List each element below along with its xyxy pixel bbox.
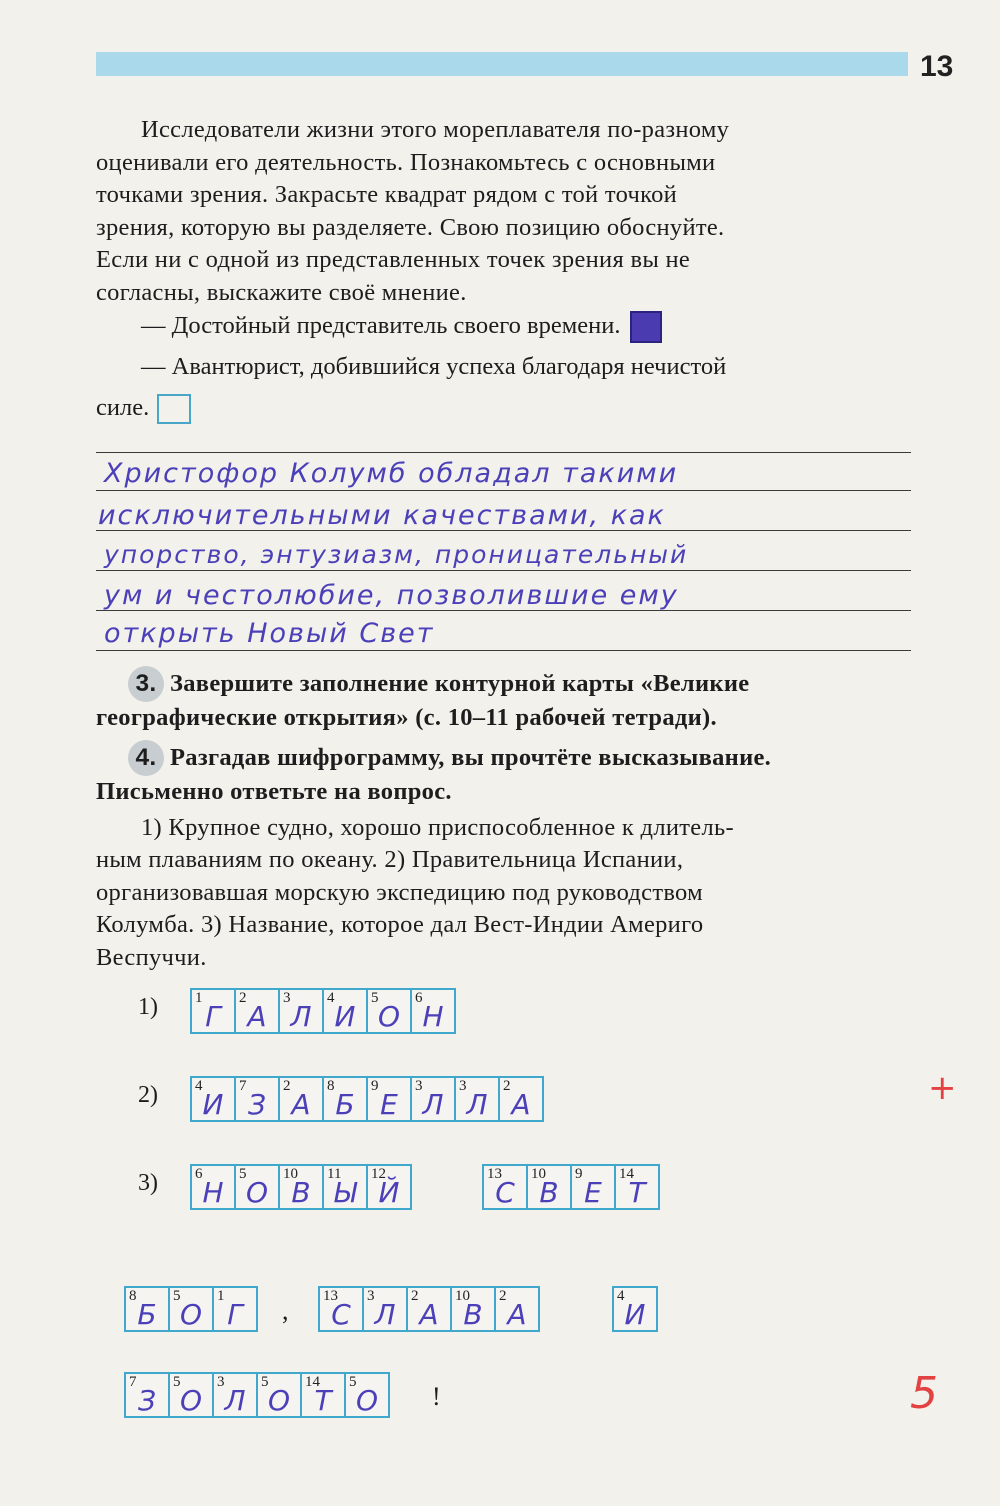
puzzle-cell[interactable] — [168, 1286, 214, 1332]
cell-letter: Е — [380, 1088, 398, 1121]
task4-clue: организовавшая морскую экспедицию под руководством — [96, 878, 703, 906]
grade-plus: + — [928, 1068, 957, 1108]
phrase-exclaim: ! — [432, 1382, 441, 1411]
cell-letter: О — [245, 1176, 269, 1209]
cell-number: 13 — [323, 1288, 338, 1304]
cell-number: 8 — [327, 1078, 335, 1094]
option-adventurer-text-cont: силе. — [96, 394, 150, 421]
cell-number: 10 — [531, 1166, 546, 1182]
answer-line: Христофор Колумб обладал такими — [104, 458, 679, 489]
intro-paragraph — [96, 114, 911, 309]
option-worthy-checkbox[interactable] — [630, 311, 662, 343]
phrase-word3 — [614, 1286, 658, 1332]
puzzle-row3-label: 3) — [138, 1170, 158, 1196]
answer-line: упорство, энтузиазм, проницательный — [104, 540, 689, 569]
cell-number: 4 — [327, 990, 335, 1006]
cell-letter: О — [267, 1384, 291, 1417]
cell-letter: Ы — [333, 1176, 357, 1209]
cell-number: 1 — [217, 1288, 225, 1304]
option-adventurer-checkbox[interactable] — [157, 394, 191, 424]
cell-number: 11 — [327, 1166, 342, 1182]
cell-letter: Е — [584, 1176, 602, 1209]
puzzle-row2-cells — [192, 1076, 544, 1122]
puzzle-cell[interactable] — [300, 1372, 346, 1418]
header-bar — [96, 52, 908, 76]
cell-number: 9 — [575, 1166, 583, 1182]
cell-letter: Г — [205, 1000, 221, 1033]
task4-line2: Письменно ответьте на вопрос. — [96, 778, 452, 805]
option-adventurer-text: — Авантюрист, добившийся успеха благодаря нечистой — [141, 353, 727, 380]
cell-number: 3 — [415, 1078, 423, 1094]
puzzle-cell[interactable] — [278, 988, 324, 1034]
task4-clue: 1) Крупное судно, хорошо приспособленное к длитель- — [141, 813, 734, 841]
cell-number: 10 — [283, 1166, 298, 1182]
cell-number: 2 — [411, 1288, 419, 1304]
puzzle-row1-label: 1) — [138, 994, 158, 1020]
puzzle-cell[interactable] — [190, 988, 236, 1034]
puzzle-cell[interactable] — [410, 1076, 456, 1122]
intro-line: согласны, выскажите своё мнение. — [96, 278, 467, 306]
puzzle-cell[interactable] — [454, 1076, 500, 1122]
task3-line2: географические открытия» (с. 10–11 рабочей тетради). — [96, 704, 717, 731]
intro-line: Если ни с одной из представленных точек зрения вы не — [96, 246, 691, 273]
ruled-line — [96, 570, 911, 571]
cell-number: 4 — [617, 1288, 625, 1304]
intro-line: Исследователи жизни этого мореплавателя по-разному — [141, 116, 730, 143]
phrase-word2 — [320, 1286, 540, 1332]
cell-letter: В — [291, 1176, 311, 1209]
cell-number: 1 — [195, 990, 203, 1006]
cell-number: 5 — [261, 1374, 269, 1390]
puzzle-cell[interactable] — [278, 1076, 324, 1122]
puzzle-cell[interactable] — [344, 1372, 390, 1418]
cell-number: 7 — [129, 1374, 137, 1390]
cell-letter: З — [138, 1384, 156, 1417]
puzzle-cell[interactable] — [612, 1286, 658, 1332]
phrase-word4 — [126, 1372, 390, 1418]
puzzle-cell[interactable] — [494, 1286, 540, 1332]
cell-letter: З — [248, 1088, 266, 1121]
cell-number: 14 — [619, 1166, 634, 1182]
cell-number: 4 — [195, 1078, 203, 1094]
task3-number: 3. — [128, 666, 164, 702]
cell-letter: И — [624, 1298, 646, 1331]
cell-letter: О — [377, 1000, 401, 1033]
puzzle-row3-word1 — [192, 1164, 412, 1210]
puzzle-cell[interactable] — [366, 988, 412, 1034]
option-adventurer — [96, 351, 911, 384]
answer-line: ум и честолюбие, позволившие ему — [104, 580, 679, 611]
puzzle-cell[interactable] — [322, 1164, 368, 1210]
option-worthy — [96, 310, 911, 343]
cell-letter: В — [539, 1176, 559, 1209]
cell-number: 9 — [371, 1078, 379, 1094]
grade-mark: 5 — [910, 1368, 938, 1419]
puzzle-cell[interactable] — [322, 988, 368, 1034]
cell-number: 12 — [371, 1166, 386, 1182]
intro-line: точками зрения. Закрасьте квадрат рядом с той точкой — [96, 181, 678, 208]
cell-letter: Т — [628, 1176, 646, 1209]
cell-number: 5 — [371, 990, 379, 1006]
phrase-comma: , — [282, 1296, 289, 1325]
puzzle-cell[interactable] — [234, 988, 280, 1034]
cell-number: 14 — [305, 1374, 320, 1390]
cell-letter: Т — [314, 1384, 332, 1417]
puzzle-cell[interactable] — [124, 1372, 170, 1418]
puzzle-row3-word2 — [484, 1164, 660, 1210]
cell-number: 5 — [173, 1288, 181, 1304]
task4-clue: Веспуччи. — [96, 943, 207, 971]
puzzle-cell[interactable] — [366, 1076, 412, 1122]
puzzle-cell[interactable] — [410, 988, 456, 1034]
ruled-line — [96, 650, 911, 651]
cell-letter: О — [355, 1384, 379, 1417]
puzzle-cell[interactable] — [614, 1164, 660, 1210]
cell-number: 5 — [349, 1374, 357, 1390]
puzzle-cell[interactable] — [234, 1076, 280, 1122]
cell-number: 8 — [129, 1288, 137, 1304]
cell-number: 2 — [239, 990, 247, 1006]
cell-number: 2 — [499, 1288, 507, 1304]
cell-number: 3 — [217, 1374, 225, 1390]
cell-letter: Г — [227, 1298, 243, 1331]
puzzle-cell[interactable] — [318, 1286, 364, 1332]
cell-letter: Л — [374, 1298, 396, 1331]
puzzle-cell[interactable] — [498, 1076, 544, 1122]
task4-number: 4. — [128, 740, 164, 776]
cell-letter: И — [202, 1088, 224, 1121]
cell-letter: Б — [137, 1298, 157, 1331]
cell-letter: Л — [422, 1088, 444, 1121]
puzzle-cell[interactable] — [362, 1286, 408, 1332]
task3 — [96, 666, 911, 735]
task4 — [96, 740, 911, 974]
answer-line: открыть Новый Свет — [104, 618, 435, 649]
page-number: 13 — [920, 50, 954, 83]
cell-letter: Л — [290, 1000, 312, 1033]
puzzle-cell[interactable] — [406, 1286, 452, 1332]
cell-letter: С — [331, 1298, 351, 1331]
option-adventurer-cont — [96, 392, 911, 425]
cell-letter: А — [247, 1000, 267, 1033]
puzzle-cell[interactable] — [212, 1372, 258, 1418]
task4-line1: Разгадав шифрограмму, вы прочтёте высказывание. — [170, 744, 772, 771]
ruled-line — [96, 490, 911, 491]
answer-line: исключительными качествами, как — [98, 500, 666, 531]
cell-number: 3 — [459, 1078, 467, 1094]
puzzle-cell[interactable] — [256, 1372, 302, 1418]
cell-number: 2 — [503, 1078, 511, 1094]
cell-letter: Б — [335, 1088, 355, 1121]
cell-letter: А — [507, 1298, 527, 1331]
intro-line: оценивали его деятельность. Познакомьтесь с основными — [96, 148, 716, 176]
cell-letter: Н — [422, 1000, 444, 1033]
puzzle-cell[interactable] — [234, 1164, 280, 1210]
cell-letter: С — [495, 1176, 515, 1209]
intro-line: зрения, которую вы разделяете. Свою позицию обоснуйте. — [96, 213, 725, 241]
cell-letter: А — [419, 1298, 439, 1331]
cell-letter: Л — [466, 1088, 488, 1121]
puzzle-cell[interactable] — [190, 1164, 236, 1210]
task3-line1: Завершите заполнение контурной карты «Великие — [170, 670, 750, 697]
option-worthy-text: — Достойный представитель своего времени. — [141, 312, 621, 339]
cell-number: 3 — [367, 1288, 375, 1304]
cell-letter: А — [291, 1088, 311, 1121]
cell-letter: В — [463, 1298, 483, 1331]
cell-number: 13 — [487, 1166, 502, 1182]
puzzle-cell[interactable] — [124, 1286, 170, 1332]
cell-number: 5 — [239, 1166, 247, 1182]
puzzle-cell[interactable] — [526, 1164, 572, 1210]
puzzle-cell[interactable] — [366, 1164, 412, 1210]
puzzle-cell[interactable] — [322, 1076, 368, 1122]
cell-number: 2 — [283, 1078, 291, 1094]
puzzle-cell[interactable] — [168, 1372, 214, 1418]
cell-letter: И — [334, 1000, 356, 1033]
puzzle-cell[interactable] — [570, 1164, 616, 1210]
phrase-word1 — [126, 1286, 258, 1332]
task4-clue: Колумба. 3) Название, которое дал Вест-Индии Америго — [96, 911, 704, 938]
puzzle-cell[interactable] — [450, 1286, 496, 1332]
cell-number: 6 — [195, 1166, 203, 1182]
task4-clue: ным плаваниям по океану. 2) Правительница Испании, — [96, 846, 684, 873]
cell-letter: Л — [224, 1384, 246, 1417]
cell-number: 10 — [455, 1288, 470, 1304]
ruled-line — [96, 452, 911, 453]
cell-letter: Н — [202, 1176, 224, 1209]
cell-letter: О — [179, 1384, 203, 1417]
puzzle-cell[interactable] — [482, 1164, 528, 1210]
cell-number: 7 — [239, 1078, 247, 1094]
puzzle-row1-cells — [192, 988, 456, 1034]
cell-letter: А — [511, 1088, 531, 1121]
cell-letter: О — [179, 1298, 203, 1331]
cell-number: 5 — [173, 1374, 181, 1390]
cell-number: 6 — [415, 990, 423, 1006]
cell-number: 3 — [283, 990, 291, 1006]
puzzle-cell[interactable] — [212, 1286, 258, 1332]
puzzle-row2-label: 2) — [138, 1082, 158, 1108]
puzzle-cell[interactable] — [278, 1164, 324, 1210]
cell-letter: Й — [378, 1176, 400, 1209]
puzzle-cell[interactable] — [190, 1076, 236, 1122]
